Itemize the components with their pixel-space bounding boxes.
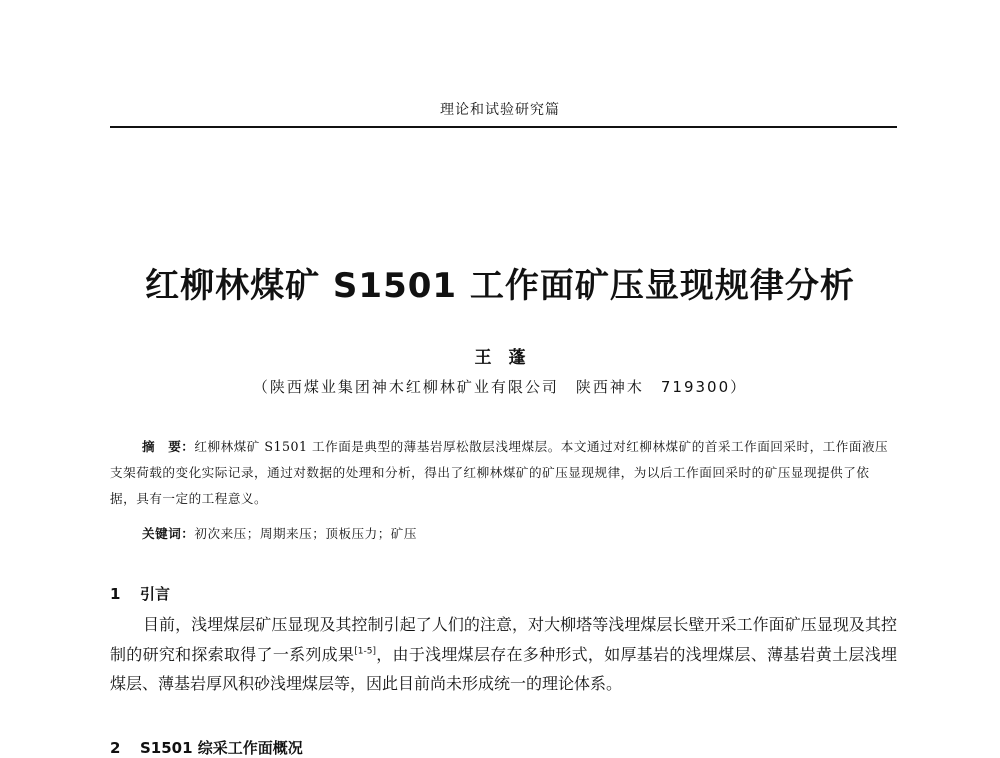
keywords-text: 初次来压；周期来压；顶板压力；矿压 (194, 526, 417, 541)
author-affiliation: （陕西煤业集团神木红柳林矿业有限公司 陕西神木 719300） (252, 378, 748, 396)
header-rule (110, 126, 897, 128)
citation-ref: [1-5] (354, 646, 376, 657)
abstract-text: 红柳林煤矿 S1501 工作面是典型的薄基岩厚松散层浅埋煤层。本文通过对红柳林煤矿的首采工作面回采时，工作面液压支架荷载的变化实际记录，通过对数据的处理和分析，得出了红柳林煤矿的矿压显现规律，为以后工作面回采时的矿压显现提供了依据，具有一定的工程意义。 (110, 439, 889, 506)
paragraph-text: 目前，浅埋煤层矿压显现及其控制引起了人们的注意，对大柳塔等浅埋煤层长壁开采工作面矿压显现及其控制的研究和探索取得了一系列成果 (110, 615, 897, 664)
section-title: 引言 (140, 585, 171, 603)
section-number: 2 (110, 739, 121, 757)
paragraph-text-continued: ，由于浅埋煤层存在多种形式，如厚基岩的浅埋煤层、薄基岩黄土层浅埋煤层、薄基岩厚风积砂浅埋煤层等，因此目前尚未形成统一的理论体系。 (110, 644, 897, 693)
running-header: 理论和试验研究篇 (440, 102, 560, 118)
author-name: 王 蓬 (474, 348, 526, 368)
section-title: S1501 综采工作面概况 (140, 739, 303, 757)
section-heading-overview (110, 737, 303, 758)
paper-title: 红柳林煤矿 S1501 工作面矿压显现规律分析 (145, 266, 855, 306)
abstract (110, 434, 895, 512)
keywords-label: 关键词： (142, 526, 195, 541)
introduction-paragraph (110, 610, 897, 699)
section-heading-introduction (110, 583, 170, 604)
keywords (142, 521, 417, 547)
abstract-label: 摘 要： (142, 439, 195, 454)
section-number: 1 (110, 585, 121, 603)
